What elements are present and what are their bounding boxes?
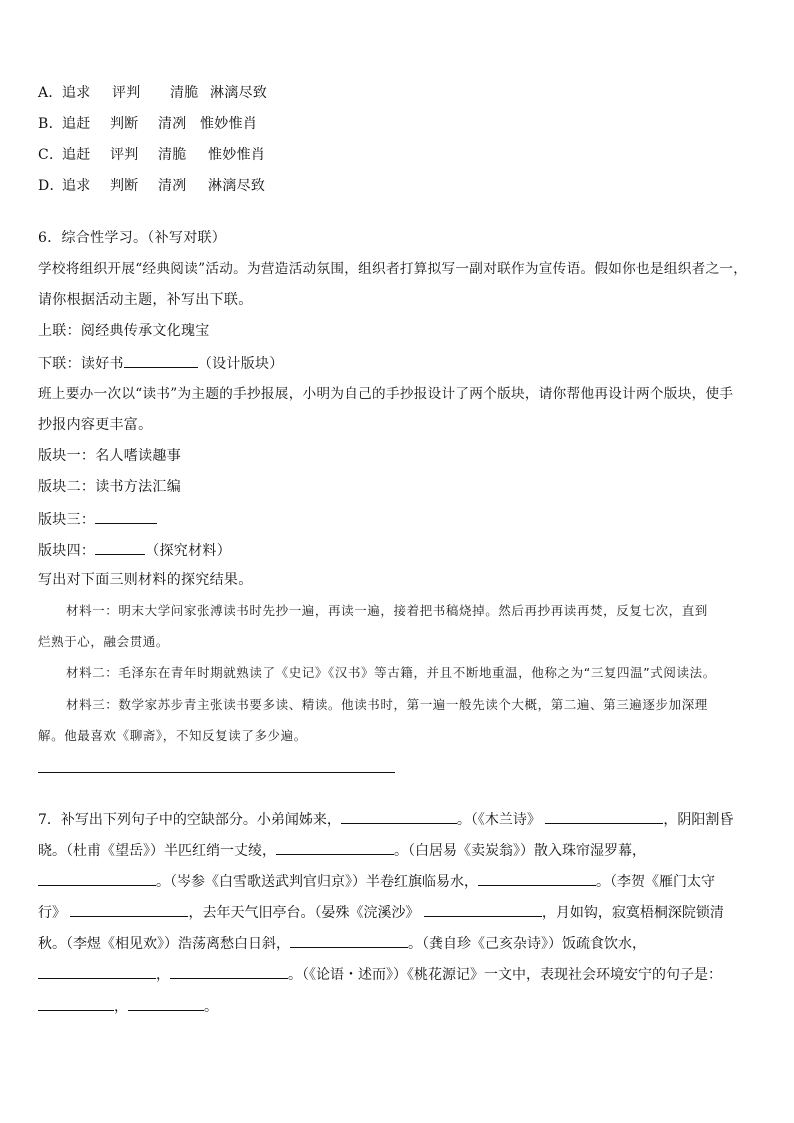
- material-one: 材料一：明末大学问家张溥读书时先抄一遍，再读一遍，接着把书稿烧掉。然后再抄再读再焚，反复七次，直到: [66, 603, 708, 618]
- q7-text: 。: [204, 999, 218, 1015]
- paragraph-text: 抄报内容更丰富。: [38, 417, 153, 433]
- answer-blank[interactable]: [128, 996, 204, 1011]
- question-7-line: [38, 992, 760, 1023]
- option-word: 追求: [62, 85, 91, 101]
- q7-text: 。（龚自珍《己亥杂诗》）饭疏食饮水，: [408, 936, 646, 952]
- option-word: 惟妙惟肖: [200, 116, 258, 132]
- question-7-line: [38, 867, 760, 898]
- answer-blank[interactable]: [424, 902, 542, 917]
- answer-blank[interactable]: [290, 933, 408, 948]
- question-7-line: [38, 805, 760, 836]
- option-word: 评判: [112, 85, 141, 101]
- answer-blank[interactable]: [38, 996, 114, 1011]
- option-letter: D．: [38, 178, 64, 194]
- option-a: [38, 84, 267, 102]
- option-word: 追赶: [62, 116, 91, 132]
- option-word: 追赶: [62, 147, 91, 163]
- option-word: 淋漓尽致: [210, 85, 268, 101]
- answer-blank[interactable]: [545, 809, 663, 824]
- option-word: 清脆: [158, 147, 187, 163]
- option-word: 清冽: [158, 178, 187, 194]
- option-d: [38, 177, 265, 195]
- material-one-cont: 烂熟于心，融会贯通。: [38, 634, 170, 649]
- block-four-label: 版块四：: [38, 543, 96, 559]
- q7-text: ，去年天气旧亭台。（晏殊《浣溪沙》: [188, 905, 420, 921]
- option-word: 清脆: [170, 85, 199, 101]
- block-one: 版块一：名人嗜读趣事: [38, 448, 181, 464]
- paragraph-text: 学校将组织开展“经典阅读”活动。为营造活动氛围，组织者打算拟写一副对联作为宣传语。假如你也是组织者之一，: [38, 261, 748, 277]
- q7-text: 。（白居易《卖炭翁》）散入珠帘湿罗幕，: [394, 843, 646, 859]
- block-three-label: 版块三：: [38, 512, 96, 528]
- material-two: 材料二：毛泽东在青年时期就熟读了《史记》《汉书》等古籍，并且不断地重温，他称之为“三复四温”式阅读法。: [66, 665, 716, 680]
- answer-blank[interactable]: [95, 540, 145, 555]
- option-letter: A．: [38, 85, 63, 101]
- question-7-line: [38, 929, 760, 960]
- option-c: [38, 146, 265, 164]
- answer-blank[interactable]: [38, 964, 156, 979]
- couplet-upper: 上联：阅经典传承文化瑰宝: [38, 323, 210, 339]
- answer-blank[interactable]: [170, 964, 288, 979]
- instruction-text: 写出对下面三则材料的探究结果。: [38, 572, 253, 588]
- q7-text: ，月如钩，寂寞梧桐深院锁清: [541, 905, 724, 921]
- couplet-lower-prefix: 下联：读好书: [38, 356, 124, 372]
- q7-text: ，: [156, 967, 170, 983]
- option-word: 追求: [62, 178, 91, 194]
- q7-text: 秋。（李煜《相见欢》）浩荡离愁白日斜，: [38, 936, 290, 952]
- answer-blank[interactable]: [478, 871, 596, 886]
- q7-text: ，: [114, 999, 128, 1015]
- couplet-lower-suffix: （设计版块）: [197, 356, 284, 372]
- option-word: 清冽: [158, 116, 187, 132]
- answer-blank[interactable]: [124, 353, 198, 368]
- option-word: 淋漓尽致: [208, 178, 266, 194]
- material-three-cont: 解。他最喜欢《聊斋》，不知反复读了多少遍。: [38, 728, 307, 743]
- block-four: [38, 540, 231, 560]
- answer-blank[interactable]: [341, 809, 457, 824]
- question-7-line: [38, 836, 760, 867]
- answer-line[interactable]: [38, 772, 395, 773]
- answer-blank[interactable]: [38, 871, 156, 886]
- option-b: [38, 115, 257, 133]
- option-word: 惟妙惟肖: [208, 147, 266, 163]
- q7-text: 晓。（杜甫《望岳》）半匹红绡一丈绫，: [38, 843, 276, 859]
- block-four-suffix: （探究材料）: [145, 543, 232, 559]
- paragraph-text: 请你根据活动主题，补写出下联。: [38, 292, 253, 308]
- question-6-title: 6．综合性学习。（补写对联）: [38, 230, 227, 246]
- option-word: 判断: [110, 116, 139, 132]
- question-7-line: [38, 960, 760, 991]
- option-letter: C．: [38, 147, 64, 163]
- q7-text: 。（岑参《白雪歌送武判官归京》）半卷红旗临易水，: [156, 874, 478, 890]
- paragraph-text: 班上要办一次以“读书”为主题的手抄报展，小明为自己的手抄报设计了两个版块，请你帮他再设计两个版块，使手: [38, 386, 734, 402]
- block-three: [38, 509, 157, 529]
- material-three: 材料三：数学家苏步青主张读书要多读、精读。他读书时，第一遍一般先读个大概，第二遍、第三遍逐步加深理: [66, 697, 708, 712]
- answer-blank[interactable]: [95, 509, 157, 524]
- q7-text: 。（《论语・述而》）《桃花源记》一文中，表现社会环境安宁的句子是：: [288, 967, 722, 983]
- q7-text: ，阴阳割昏: [663, 812, 734, 828]
- option-word: 判断: [110, 178, 139, 194]
- option-letter: B．: [38, 116, 63, 132]
- q7-text: 。（李贺《雁门太守: [596, 874, 715, 890]
- answer-blank[interactable]: [276, 840, 394, 855]
- answer-blank[interactable]: [70, 902, 188, 917]
- option-word: 评判: [110, 147, 139, 163]
- q7-text: 7．补写出下列句子中的空缺部分。小弟闻姊来，: [38, 812, 341, 828]
- couplet-lower: [38, 353, 284, 373]
- question-7-line: [38, 898, 760, 929]
- q7-text: 。（《木兰诗》: [456, 812, 541, 828]
- q7-text: 行》: [38, 905, 66, 921]
- block-two: 版块二：读书方法汇编: [38, 479, 181, 495]
